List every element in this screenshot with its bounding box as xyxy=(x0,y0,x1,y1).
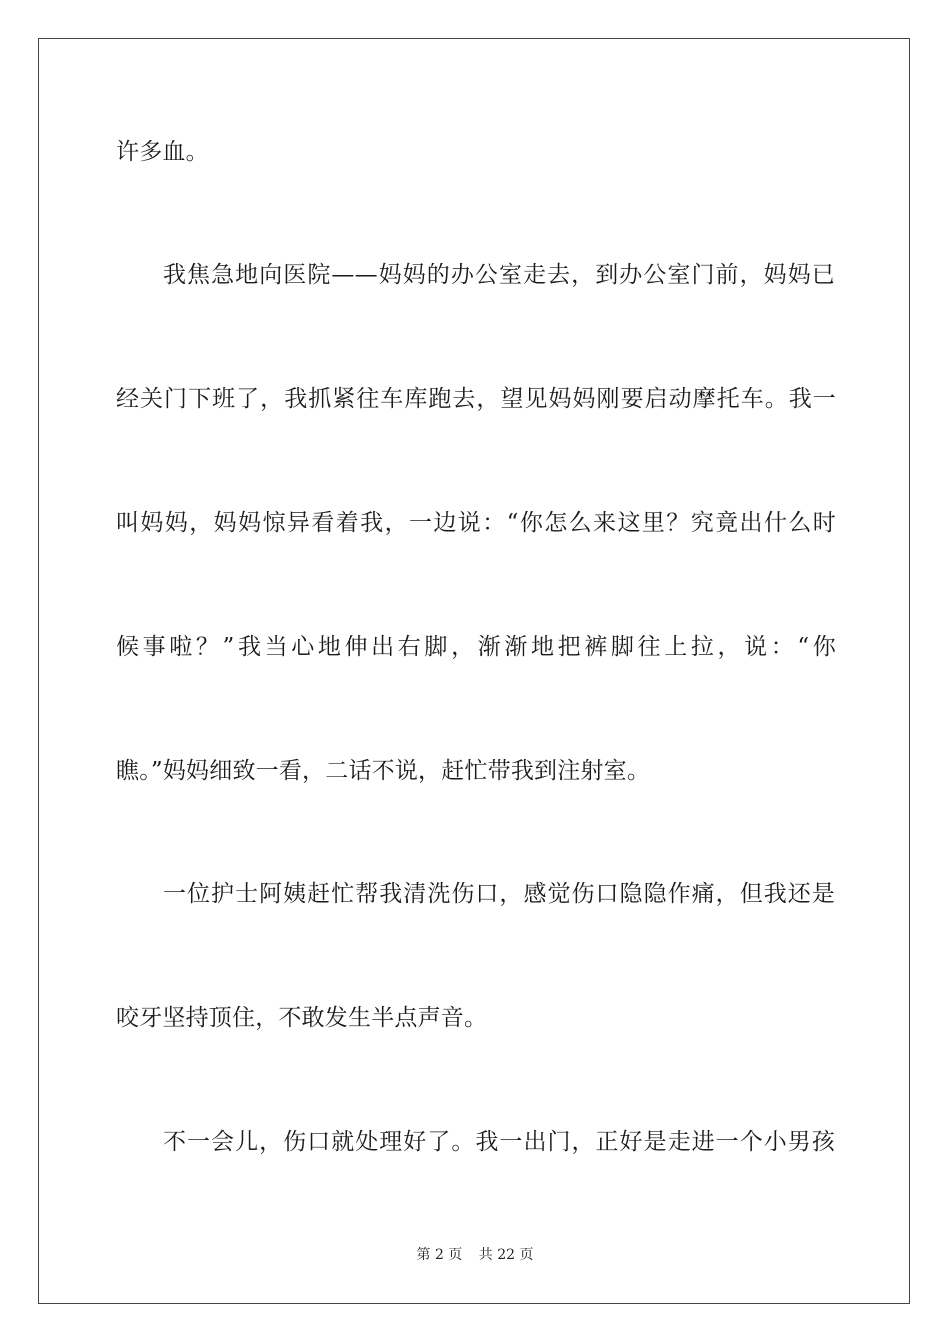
text-line-3: 经关门下班了，我抓紧往车库跑去，望见妈妈刚要启动摩托车。我一 xyxy=(116,386,836,412)
text-line-8: 咬牙坚持顶住，不敢发生半点声音。 xyxy=(116,1005,488,1031)
paragraph-start-line: 我焦急地向医院——妈妈的办公室走去，到办公室门前，妈妈已 xyxy=(163,262,835,288)
text-line-4: 叫妈妈，妈妈惊异看着我，一边说：“你怎么来这里？究竟出什么时 xyxy=(116,510,836,536)
page-number: 第 2 页 xyxy=(416,1247,463,1263)
paragraph-start-line: 一位护士阿姨赶忙帮我清洗伤口，感觉伤口隐隐作痛，但我还是 xyxy=(163,881,835,907)
text-line-5: 候事啦？”我当心地伸出右脚，渐渐地把裤脚往上拉，说：“你 xyxy=(116,634,836,660)
text-line-1: 许多血。 xyxy=(116,139,209,165)
page-footer xyxy=(0,1245,950,1265)
paragraph-start-line: 不一会儿，伤口就处理好了。我一出门，正好是走进一个小男孩 xyxy=(163,1129,835,1155)
page-border xyxy=(38,38,910,1304)
total-pages: 共 22 页 xyxy=(478,1247,534,1263)
text-line-6: 瞧。”妈妈细致一看，二话不说，赶忙带我到注射室。 xyxy=(116,758,651,784)
